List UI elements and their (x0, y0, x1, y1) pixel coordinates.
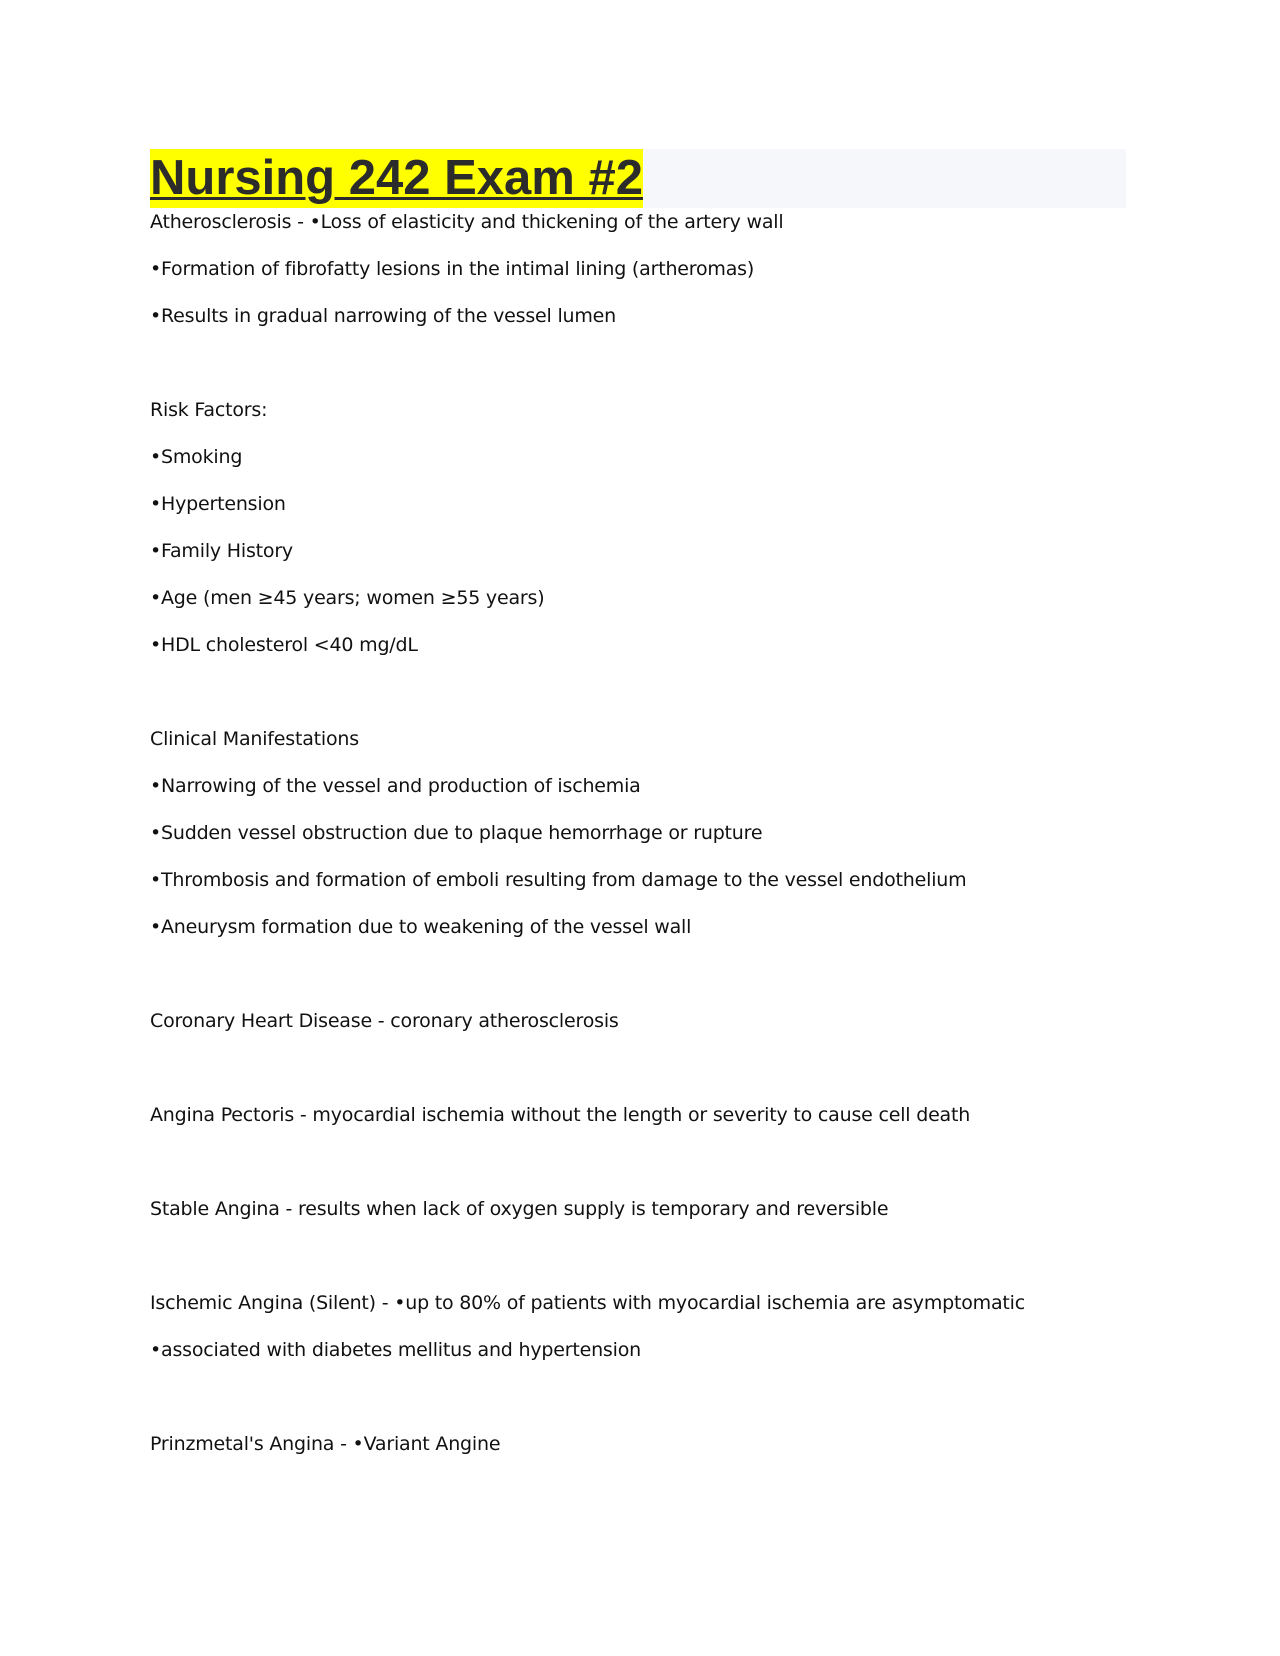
text-line-fibrofatty-lesions: •Formation of fibrofatty lesions in the intimal lining (artheromas) (150, 258, 755, 280)
list-item-ischemia: •Narrowing of the vessel and production of ischemia (150, 775, 641, 797)
list-item-vessel-obstruction: •Sudden vessel obstruction due to plaque hemorrhage or rupture (150, 822, 763, 844)
heading-clinical-manifestations: Clinical Manifestations (150, 728, 359, 750)
text-line-diabetes-hypertension: •associated with diabetes mellitus and hypertension (150, 1339, 641, 1361)
list-item-aneurysm: •Aneurysm formation due to weakening of the vessel wall (150, 916, 692, 938)
text-line-ischemic-angina: Ischemic Angina (Silent) - •up to 80% of patients with myocardial ischemia are asymptomatic (150, 1292, 1025, 1314)
text-line-narrowing-lumen: •Results in gradual narrowing of the vessel lumen (150, 305, 617, 327)
list-item-hdl-cholesterol: •HDL cholesterol <40 mg/dL (150, 634, 418, 656)
text-line-prinzmetal-angina: Prinzmetal's Angina - •Variant Angine (150, 1433, 501, 1455)
text-line-stable-angina: Stable Angina - results when lack of oxygen supply is temporary and reversible (150, 1198, 889, 1220)
list-item-smoking: •Smoking (150, 446, 243, 468)
list-item-hypertension: •Hypertension (150, 493, 286, 515)
text-line-atherosclerosis: Atherosclerosis - •Loss of elasticity and thickening of the artery wall (150, 211, 784, 233)
list-item-family-history: •Family History (150, 540, 293, 562)
list-item-thrombosis: •Thrombosis and formation of emboli resulting from damage to the vessel endothelium (150, 869, 967, 891)
text-line-angina-pectoris: Angina Pectoris - myocardial ischemia without the length or severity to cause cell death (150, 1104, 971, 1126)
document-title: Nursing 242 Exam #2 (150, 149, 643, 208)
text-line-coronary-heart-disease: Coronary Heart Disease - coronary atherosclerosis (150, 1010, 619, 1032)
heading-risk-factors: Risk Factors: (150, 399, 268, 421)
list-item-age: •Age (men ≥45 years; women ≥55 years) (150, 587, 545, 609)
